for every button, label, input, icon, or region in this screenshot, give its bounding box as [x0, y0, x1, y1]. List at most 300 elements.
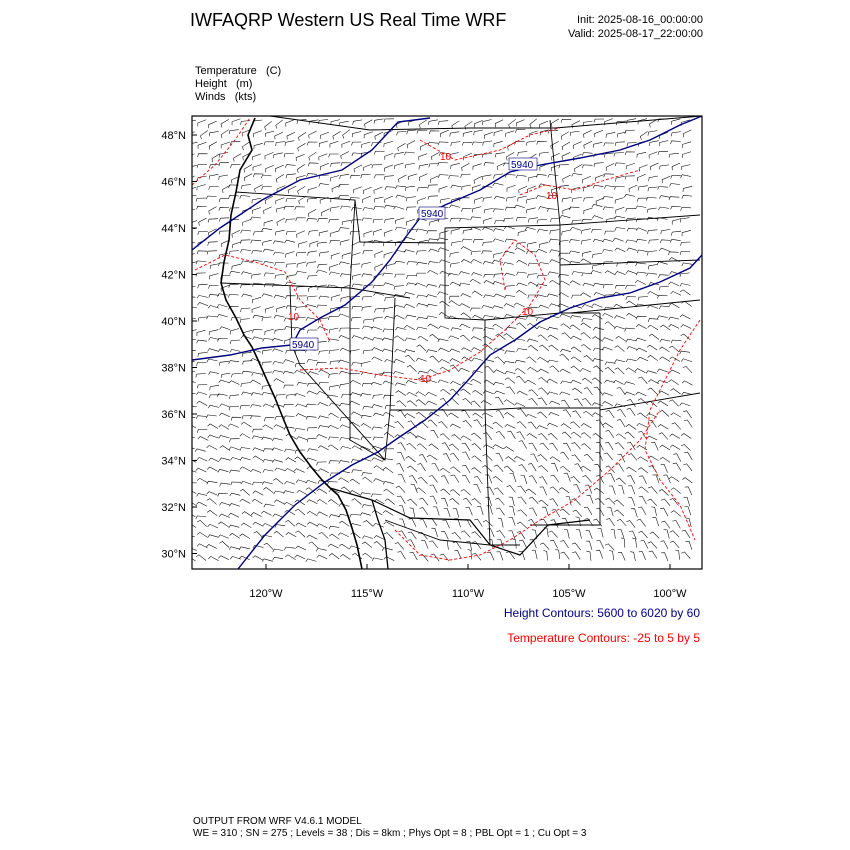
wind-barb: [362, 297, 372, 301]
wind-barb: [539, 345, 549, 351]
wind-barb: [207, 499, 217, 505]
wind-barb: [375, 132, 383, 140]
height-label: 5940: [421, 209, 444, 220]
lat-tick-label: 38°N: [161, 362, 186, 375]
wind-barb: [571, 380, 582, 384]
wind-barb: [509, 517, 516, 526]
wind-barb: [384, 489, 394, 494]
wind-barb: [352, 132, 361, 138]
wind-barb: [362, 542, 372, 548]
wind-barb: [418, 532, 427, 539]
wind-barb: [538, 412, 548, 418]
wind-barb: [648, 388, 658, 394]
wind-barb: [209, 121, 217, 128]
wind-barb: [397, 401, 407, 407]
wind-barb: [466, 507, 473, 515]
wind-barb: [450, 359, 461, 363]
wind-barb: [286, 219, 296, 223]
lon-tick-label: 100°W: [653, 588, 687, 600]
map-frame: [192, 116, 702, 569]
wind-barb: [439, 312, 449, 317]
wind-barb: [349, 401, 360, 405]
wind-barb: [493, 229, 504, 232]
wind-barb: [527, 339, 538, 342]
wind-barb: [473, 328, 483, 331]
wind-barb: [241, 185, 251, 189]
wind-barb: [550, 230, 560, 235]
wind-barb: [230, 533, 240, 538]
wind-barb: [681, 165, 690, 170]
wind-barb: [265, 307, 274, 313]
wind-barb: [430, 334, 440, 340]
wind-barb: [682, 152, 691, 158]
wind-barb: [538, 388, 547, 394]
wind-barb: [438, 142, 448, 145]
wind-barb: [526, 357, 536, 363]
wind-barb: [329, 154, 339, 157]
wind-barb: [373, 229, 382, 235]
wind-barb: [648, 131, 657, 136]
wind-barb: [450, 490, 460, 496]
wind-barb: [637, 519, 646, 526]
wind-barb: [648, 456, 658, 461]
wind-barb: [339, 461, 350, 464]
wind-barb: [560, 466, 570, 472]
wind-barb: [647, 273, 657, 276]
wind-barb: [587, 551, 591, 561]
wind-barb: [530, 454, 537, 462]
wind-barb: [318, 218, 328, 222]
wind-barb: [443, 454, 451, 462]
wind-barb: [528, 176, 537, 181]
wind-barb: [351, 412, 362, 416]
wind-barb: [395, 383, 406, 386]
wind-barb: [670, 434, 680, 439]
temp-label: 10: [440, 152, 452, 163]
wind-barb: [497, 552, 503, 561]
wind-barb: [430, 220, 439, 226]
wind-barb: [584, 356, 594, 362]
wind-barb: [340, 328, 350, 332]
wind-barb: [428, 420, 437, 427]
wind-barb: [185, 512, 195, 516]
wind-barb: [373, 285, 383, 288]
wind-barb: [571, 357, 581, 362]
wind-barb: [661, 229, 671, 234]
wind-barb: [395, 227, 406, 230]
wind-barb: [362, 274, 373, 277]
wind-barb: [449, 336, 460, 339]
wind-barb: [451, 328, 462, 331]
wind-barb: [372, 405, 383, 408]
wind-barb: [186, 120, 196, 124]
wind-barb: [594, 488, 604, 494]
wind-barb: [385, 187, 395, 190]
wind-barb: [372, 165, 382, 169]
wind-barb: [207, 510, 217, 515]
wind-barb: [384, 119, 394, 123]
wind-barb: [517, 486, 526, 493]
wind-barb: [459, 218, 469, 221]
wind-barb: [529, 497, 538, 504]
wind-barb: [185, 393, 195, 396]
wind-barb: [672, 520, 680, 528]
wind-barb: [306, 458, 317, 461]
wind-barb: [395, 543, 404, 550]
wind-barb: [342, 253, 351, 259]
wind-barb: [657, 262, 668, 265]
wind-barb: [607, 507, 613, 516]
wind-barb: [495, 120, 503, 128]
wind-barb: [308, 187, 317, 193]
wind-barb: [529, 508, 537, 516]
lat-tick-label: 40°N: [161, 316, 186, 328]
wind-barb: [596, 541, 603, 549]
wind-barb: [462, 443, 470, 451]
wind-barb: [264, 220, 273, 226]
wind-barb: [360, 513, 371, 516]
wind-barb: [251, 217, 261, 220]
wind-barb: [563, 410, 571, 417]
wind-barb: [408, 532, 417, 539]
wind-barb: [362, 383, 372, 386]
wind-barb: [349, 437, 360, 440]
wind-barb: [673, 463, 681, 471]
wind-barb: [209, 285, 219, 288]
wind-barb: [459, 283, 470, 286]
wind-barb: [451, 435, 461, 441]
wind-barb: [550, 280, 560, 285]
wind-barb: [549, 239, 559, 242]
wind-barb: [229, 406, 239, 410]
wind-barb: [584, 208, 593, 214]
wind-barb: [669, 303, 679, 308]
wind-barb: [229, 447, 240, 450]
wind-barb: [471, 251, 481, 255]
wind-barb: [582, 273, 592, 276]
wind-barb: [663, 475, 670, 483]
wind-barb: [298, 186, 306, 194]
wind-barb: [615, 272, 626, 275]
wind-barb: [483, 227, 494, 230]
wind-barb: [603, 423, 613, 428]
wind-barb: [493, 239, 504, 242]
wind-barb: [626, 297, 636, 300]
wind-barb: [482, 413, 493, 417]
wind-barb: [242, 371, 252, 374]
wind-barb: [240, 448, 250, 451]
wind-barb: [417, 327, 428, 330]
wind-barb: [331, 197, 340, 202]
wind-barb: [286, 458, 296, 463]
wind-barb: [472, 553, 481, 560]
wind-barb: [584, 388, 593, 395]
wind-barb: [231, 417, 241, 420]
wind-barb: [440, 389, 450, 394]
wind-barb: [284, 502, 295, 506]
wind-barb: [573, 485, 580, 493]
wind-barb: [637, 152, 646, 157]
wind-barb: [351, 220, 361, 223]
wind-barb: [321, 163, 329, 170]
wind-barb: [328, 500, 338, 505]
wind-barb: [308, 276, 318, 280]
wind-barb: [614, 326, 625, 329]
wind-barb: [265, 121, 272, 130]
wind-barb: [284, 206, 294, 209]
wind-barb: [586, 531, 593, 539]
wind-barb: [420, 143, 428, 150]
wind-barb: [657, 369, 668, 372]
wind-barb: [473, 413, 483, 418]
wind-barb: [421, 540, 428, 548]
wind-barb: [350, 514, 360, 517]
wind-barb: [232, 373, 242, 377]
wind-barb: [362, 361, 371, 366]
wind-barb: [547, 423, 558, 426]
wind-barb: [382, 338, 393, 341]
wind-barb: [404, 292, 415, 295]
wind-barb: [606, 498, 616, 504]
wind-barb: [276, 198, 285, 205]
wind-barb: [470, 308, 480, 311]
wind-barb: [219, 218, 229, 222]
wind-barb: [474, 130, 483, 135]
wind-barb: [504, 334, 514, 340]
wind-barb: [671, 511, 681, 517]
wind-barb: [197, 457, 208, 461]
wind-barb: [398, 552, 406, 560]
wind-barb: [195, 449, 206, 452]
wind-barb: [374, 119, 384, 124]
wind-barb: [306, 559, 317, 562]
wind-barb: [196, 261, 206, 264]
wind-barb: [286, 231, 296, 235]
wind-barb: [529, 398, 538, 405]
wind-barb: [462, 163, 470, 171]
wind-barb: [330, 361, 340, 365]
wind-barb: [330, 240, 340, 243]
wind-barb: [528, 263, 538, 266]
wind-barb: [383, 412, 393, 416]
wind-barb: [252, 297, 261, 303]
wind-barb: [550, 487, 559, 494]
wind-barb: [329, 534, 339, 539]
wind-barb: [548, 130, 558, 133]
wind-barb: [405, 163, 415, 168]
wind-barb: [555, 549, 560, 559]
wind-barb: [582, 219, 592, 222]
wind-barb: [230, 493, 241, 496]
wind-barb: [407, 466, 417, 472]
wind-barb: [426, 295, 437, 298]
wind-barb: [609, 486, 615, 495]
wind-barb: [272, 460, 283, 463]
wind-barb: [543, 551, 547, 561]
wind-barb: [517, 522, 527, 528]
wind-barb: [504, 361, 515, 364]
wind-barb: [494, 488, 503, 495]
wind-barb: [550, 366, 560, 372]
wind-barb: [375, 251, 383, 258]
wind-barb: [463, 229, 472, 234]
wind-barb: [207, 445, 218, 449]
wind-barb: [617, 410, 625, 418]
wind-barb: [364, 164, 372, 171]
wind-barb: [209, 164, 219, 168]
wind-barb: [635, 369, 645, 373]
wind-barb: [442, 443, 450, 451]
wind-barb: [218, 469, 229, 472]
wind-barb: [285, 520, 295, 526]
wind-barb: [417, 345, 427, 351]
wind-barb: [573, 510, 582, 517]
wind-barb: [516, 218, 526, 222]
wind-barb: [496, 508, 505, 515]
wind-barb: [518, 497, 527, 504]
wind-barb: [658, 187, 668, 190]
wind-barb: [218, 493, 228, 496]
wind-barb: [494, 294, 505, 297]
wind-barb: [582, 229, 591, 234]
wind-barb: [616, 434, 626, 439]
init-time: Init: 2025-08-16_00:00:00: [577, 14, 703, 26]
wind-barb: [548, 433, 558, 439]
wind-barb: [680, 315, 690, 319]
wind-barb: [371, 382, 382, 385]
wind-barb: [263, 338, 273, 341]
wind-barb: [219, 327, 230, 330]
wind-barb: [362, 477, 372, 483]
wind-barb: [331, 295, 340, 301]
wind-barb: [228, 513, 239, 517]
wind-barb: [671, 413, 681, 418]
wind-barb: [438, 248, 449, 251]
wind-barb: [471, 379, 481, 383]
wind-barb: [219, 514, 230, 518]
wind-barb: [670, 531, 679, 537]
wind-barb: [275, 230, 284, 235]
wind-barb: [660, 339, 671, 342]
wind-barb: [550, 260, 561, 263]
wind-barb: [240, 285, 250, 289]
wind-barb: [405, 186, 415, 191]
wind-barb: [221, 373, 230, 378]
wind-barb: [429, 475, 438, 482]
wind-barb: [586, 541, 592, 550]
wind-barb: [461, 531, 470, 538]
wind-barb: [683, 130, 691, 137]
wind-barb: [244, 174, 252, 182]
wind-barb: [221, 130, 229, 138]
wind-barb: [510, 473, 516, 482]
wind-barb: [185, 436, 196, 439]
wind-barb: [196, 516, 206, 519]
wind-barb: [361, 424, 371, 429]
wind-barb: [574, 164, 582, 172]
wind-barb: [274, 491, 285, 494]
wind-barb: [285, 468, 296, 472]
wind-barb: [384, 533, 393, 539]
wind-barb: [362, 553, 372, 559]
wind-barb: [603, 338, 614, 341]
wind-barb: [241, 308, 251, 312]
wind-barb: [385, 218, 395, 223]
wind-barb: [592, 403, 603, 406]
wind-barb: [385, 153, 394, 160]
wind-barb: [433, 507, 439, 516]
wind-barb: [197, 385, 207, 389]
wind-barb: [639, 552, 646, 560]
wind-barb: [681, 208, 691, 211]
wind-barb: [660, 541, 668, 549]
wind-barb: [299, 242, 308, 248]
wind-barb: [593, 366, 603, 372]
wind-barb: [584, 454, 593, 461]
wind-barb: [659, 207, 670, 210]
wind-barb: [364, 241, 373, 246]
wind-barb: [625, 392, 636, 395]
wind-barb: [496, 411, 504, 419]
wind-barb: [362, 142, 371, 148]
wind-barb: [659, 391, 670, 395]
wind-barb: [404, 325, 415, 329]
wind-barb: [505, 457, 515, 462]
height-contour-north: [192, 118, 430, 250]
wind-barb: [648, 542, 657, 549]
wind-barb: [477, 506, 483, 515]
lat-tick-label: 34°N: [161, 455, 186, 468]
wind-barb: [254, 532, 264, 538]
wind-barb: [593, 433, 603, 439]
wind-barb: [449, 499, 459, 505]
wind-barb: [196, 392, 207, 395]
wind-barb: [671, 340, 681, 343]
wind-barb: [208, 556, 219, 560]
wind-barb: [362, 218, 372, 221]
wind-barb: [274, 295, 285, 298]
wind-barb: [562, 230, 571, 235]
wind-barb: [429, 541, 438, 548]
wind-barb: [350, 264, 360, 268]
wind-barb: [298, 132, 306, 140]
wind-barb: [276, 142, 286, 147]
wind-barb: [607, 474, 614, 482]
wind-barb: [548, 392, 559, 395]
wind-barb: [560, 354, 569, 360]
wind-barb: [547, 379, 557, 383]
wind-barb: [406, 315, 417, 318]
wind-barb: [197, 330, 206, 336]
wind-barb: [185, 556, 195, 561]
wind-barb: [398, 411, 406, 419]
temp-label: 10: [522, 307, 534, 318]
wind-barb: [441, 498, 448, 506]
wind-barb: [484, 163, 494, 166]
wind-barb: [659, 347, 669, 352]
wind-barb: [198, 120, 206, 127]
wind-barb: [518, 152, 528, 156]
wind-barb: [240, 489, 250, 495]
wind-barb: [428, 262, 438, 265]
wind-barb: [496, 453, 504, 461]
wind-barb: [264, 207, 272, 214]
wind-barb: [373, 413, 384, 416]
wind-barb: [319, 141, 328, 147]
wind-barb: [604, 143, 614, 146]
wind-barb: [229, 251, 239, 255]
wind-barb: [548, 272, 559, 275]
